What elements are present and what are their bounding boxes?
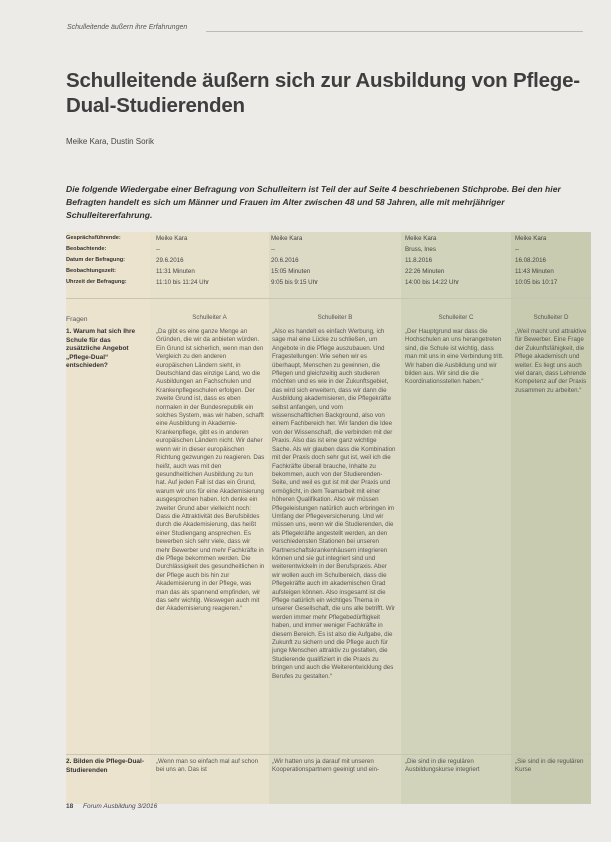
meta-value: -- — [271, 246, 276, 253]
answer-school-d: „Sie sind in die regulären Kurse — [515, 758, 584, 774]
header-rule — [206, 31, 583, 32]
meta-value: 16.08.2016 — [515, 257, 546, 264]
publication-name: Forum Ausbildung 3/2016 — [83, 803, 158, 810]
answer-school-d: „Weil macht und attraktive für Bewerber. Eine Frage der Zukunftsfähigkeit, die Pflege akademisch und weiter. Es liegt uns auch viel daran, dass Lehrende Kompetenz auf der Praxis zusammen zu arbeiten.“ — [515, 328, 587, 394]
question-number: 1. — [66, 328, 72, 335]
questions-heading: Fragen — [66, 316, 88, 323]
school-heading: Schulleiter B — [317, 314, 353, 321]
meta-value: 9:05 bis 9:15 Uhr — [271, 279, 319, 286]
meta-value: Meike Kara — [271, 235, 303, 242]
meta-value: 11.8.2016 — [405, 257, 433, 264]
meta-label: Uhrzeit der Befragung: — [66, 279, 127, 285]
meta-label: Beobachtende: — [66, 246, 107, 252]
answer-school-c: „Der Hauptgrund war dass die Hochschulen an uns herangetreten sind, die Schule ist wichtig, dass man mit uns in eine Verbindung tritt. Wir haben die Ausbildung und wir bilden aus. Wir sind die die Koordinationsstellen haben.“ — [405, 328, 504, 386]
page-number: 18 — [66, 803, 74, 810]
meta-value: 15:05 Minuten — [271, 268, 311, 275]
answer-school-a: „Wenn man so einfach mal auf schon bei uns an. Das ist — [156, 758, 259, 774]
question-text: Warum hat sich Ihre Schule für das zusätzliche Angebot „Pflege-Dual“ entschieden? — [66, 328, 136, 369]
meta-value: Meike Kara — [515, 235, 547, 242]
school-heading: Schulleiter A — [192, 314, 227, 321]
question-number: 2. — [66, 758, 72, 765]
table-divider — [66, 754, 591, 755]
question-2 — [66, 758, 146, 775]
article-title: Schulleitende äußern sich zur Ausbildung von Pflege-Dual-Studierenden — [66, 69, 580, 117]
authors: Meike Kara, Dustin Sorik — [66, 137, 155, 146]
meta-value: Bruss, Ines — [405, 246, 436, 253]
meta-value: Meike Kara — [405, 235, 437, 242]
answer-school-a: „Da gibt es eine ganze Menge an Gründen, die wir da anbieten würden. Ein Grund ist sicherlich, wenn man den Vergleich zu den anderen europäischen Ländern sieht, in Deutschland das einzige Land, wo die Ausbildungen an Fachschulen und Krankenpflegeschulen erfolgen. Der zweite Grund ist, dass es eben normalen in der Bundesrepublik ein solches System, was wir haben, schafft eine Ausbildung in Akademie-Krankenpflege, gibt es in anderen europäischen Ländern nicht. Wir daher wenn wir in dieser europäischen Richtung gezwungen zu reagieren. Das heißt, auch was mit den gesundheitlichen Ausbildung zu tun hat. Auf jeden Fall ist das ein Grund, warum wir uns für eine Akademisierung ausgesprochen haben. Ich denke ein zweiter Grund aber vielleicht noch: Dass die Attraktivität des Berufsbildes durch die Akademisierung, das heißt einer Studiengang ansprechen. Es bewerben sich sehr viele, dass wir mehr Bewerber und mehr Fachkräfte in die Pflege bekommen werden. Die Durchlässigkeit des gesundheitlichen in der Pflege auch bis hin zur Akademisierung in der Pflege, was man das als spannend empfinden, wir das sehr wichtig. Weswegen auch mit der Akademisierung reagieren.“ — [156, 328, 265, 613]
meta-label: Gesprächsführende: — [66, 235, 121, 241]
meta-value: 11:43 Minuten — [515, 268, 554, 275]
meta-value: -- — [515, 246, 520, 253]
answer-school-c: „Die sind in die regulären Ausbildungskurse integriert — [405, 758, 480, 774]
meta-label: Beobachtungszeit: — [66, 268, 117, 274]
question-text: Bilden die Pflege-Dual-Studierenden — [66, 758, 145, 774]
meta-value: Meike Kara — [156, 235, 188, 242]
meta-value: -- — [156, 246, 161, 253]
school-heading: Schulleiter C — [438, 314, 474, 321]
page-footer — [66, 803, 157, 810]
survey-table — [66, 232, 591, 804]
meta-value: 11:31 Minuten — [156, 268, 195, 275]
meta-value: 10:05 bis 10:17 — [515, 279, 558, 286]
table-divider — [66, 298, 591, 299]
meta-value: 14:00 bis 14:22 Uhr — [405, 279, 460, 286]
running-head: Schulleitende äußern ihre Erfahrungen — [67, 24, 188, 31]
question-1 — [66, 328, 146, 371]
answer-school-b: „Wir hatten uns ja darauf mit unseren Kooperationspartnern geeinigt und ein- — [272, 758, 379, 774]
school-heading: Schulleiter D — [533, 314, 569, 321]
meta-value: 22:26 Minuten — [405, 268, 445, 275]
meta-value: 20.6.2016 — [271, 257, 299, 264]
answer-school-b: „Also es handelt es einfach Werbung, ich sage mal eine Lücke zu schließen, um Angebote in die Pflege auszubauen. Und Fragestellungen: Wie sehen wir es überhaupt, Menschen zu gewinnen, die Pflegen und gleichzeitig auch studieren möchten und es wie in der Zukunftsgebiet, das wird sich erweitern, dass wir dann die Ausbildung akademisieren, die Pflegekräfte selbst anfangen, und vom wissenschaftlichen Background, also von einem Fachbereich her. Wir fanden die Idee von der Wissenschaft, die verbinden mit der Praxis. Also das ist eine ganz wichtige Sache. Als wir glauben dass die Kombination mit der Praxis doch sehr gut ist, weil ich die Fachkräfte überall brauche, Inhalte zu bekommen, auch von der Studierenden-Seite, und weil es gut ist mit der Praxis und ermöglicht, in dem Teamarbeit mit einer höheren Qualifikation. Also wir müssen Pflegeleistungen natürlich auch erbringen im Umfang der Pflegeversicherung. Und wir müssen uns, wenn wir die Studierenden, die als Pflegekräfte angestellt werden, an den verschiedensten Stationen bei unseren Partnerschaftskrankenhäusern integrieren können und sie gut integriert sind und weiterentwickeln in der Berufspraxis. Aber wir wollen auch im Schulbereich, dass die Pflegekräfte auch im akademischen Grad aufsteigen können. Also insgesamt ist die Pflege natürlich ein wichtiges Thema in unserer Gesellschaft, die uns alle betrifft. Wir werden immer mehr Pflegebedürftigkeit haben, und immer weniger Fachkräfte in diesem Bereich. Es ist also die Aufgabe, die Zukunft zu sichern und die Pflege auch für junge Menschen attraktiv zu gestalten, die Studierende qualifiziert in die Praxis zu bringen und auch die Weiterentwicklung des Berufes zu gestalten.“ — [272, 328, 396, 680]
meta-value: 11:10 bis 11:24 Uhr — [156, 279, 210, 286]
meta-value: 29.6.2016 — [156, 257, 184, 264]
intro-paragraph: Die folgende Wiedergabe einer Befragung von Schulleitern ist Teil der auf Seite 4 beschriebenen Stichprobe. Bei den hier Befragten handelt es sich um Männer und Frauen im Alter zwischen 48 und 58 Jahren, alle mit mehrjähriger Schulleitererfahrung. — [66, 184, 561, 220]
meta-label: Datum der Befragung: — [66, 257, 126, 263]
